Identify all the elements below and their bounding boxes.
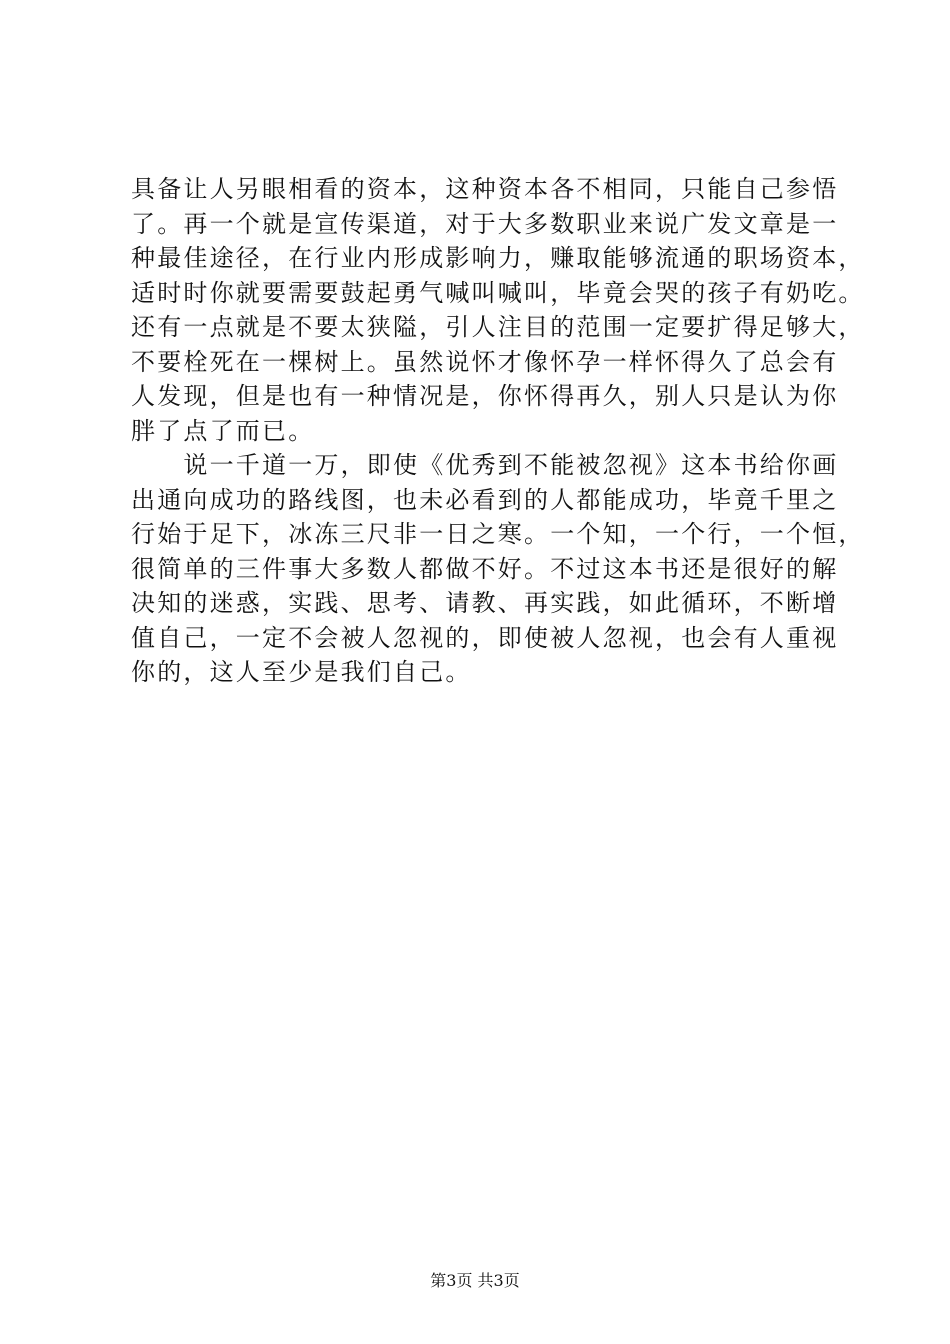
- text-line: 胖了点了而已。: [131, 416, 315, 445]
- text-line: 值自己，一定不会被人忽视的，即使被人忽视，也会有人重视: [131, 623, 839, 652]
- text-line: 很简单的三件事大多数人都做不好。不过这本书还是很好的解: [131, 554, 839, 583]
- text-line: 不要栓死在一棵树上。虽然说怀才像怀孕一样怀得久了总会有: [131, 347, 839, 376]
- text-line: 说一千道一万，即使《优秀到不能被忽视》这本书给你画: [131, 451, 839, 479]
- text-line: 还有一点就是不要太狭隘，引人注目的范围一定要扩得足够大，: [131, 313, 865, 341]
- text-line: 适时时你就要需要鼓起勇气喊叫喊叫，毕竟会哭的孩子有奶吃。: [131, 278, 865, 307]
- text-line: 出通向成功的路线图，也未必看到的人都能成功，毕竟千里之: [131, 485, 839, 514]
- page-indicator: 第3页 共3页: [430, 1271, 520, 1290]
- text-line: 决知的迷惑，实践、思考、请教、再实践，如此循环，不断增: [131, 589, 839, 617]
- body-text: [131, 172, 865, 690]
- text-line: 具备让人另眼相看的资本，这种资本各不相同，只能自己参悟: [131, 175, 839, 203]
- text-line: 人发现，但是也有一种情况是，你怀得再久，别人只是认为你: [131, 382, 839, 410]
- text-line: 你的，这人至少是我们自己。: [131, 658, 472, 686]
- text-line: 种最佳途径，在行业内形成影响力，赚取能够流通的职场资本，: [131, 244, 865, 272]
- text-line: 了。再一个就是宣传渠道，对于大多数职业来说广发文章是一: [131, 209, 839, 238]
- page-footer: [0, 1271, 950, 1291]
- text-line: 行始于足下，冰冻三尺非一日之寒。一个知，一个行，一个恒，: [131, 520, 865, 548]
